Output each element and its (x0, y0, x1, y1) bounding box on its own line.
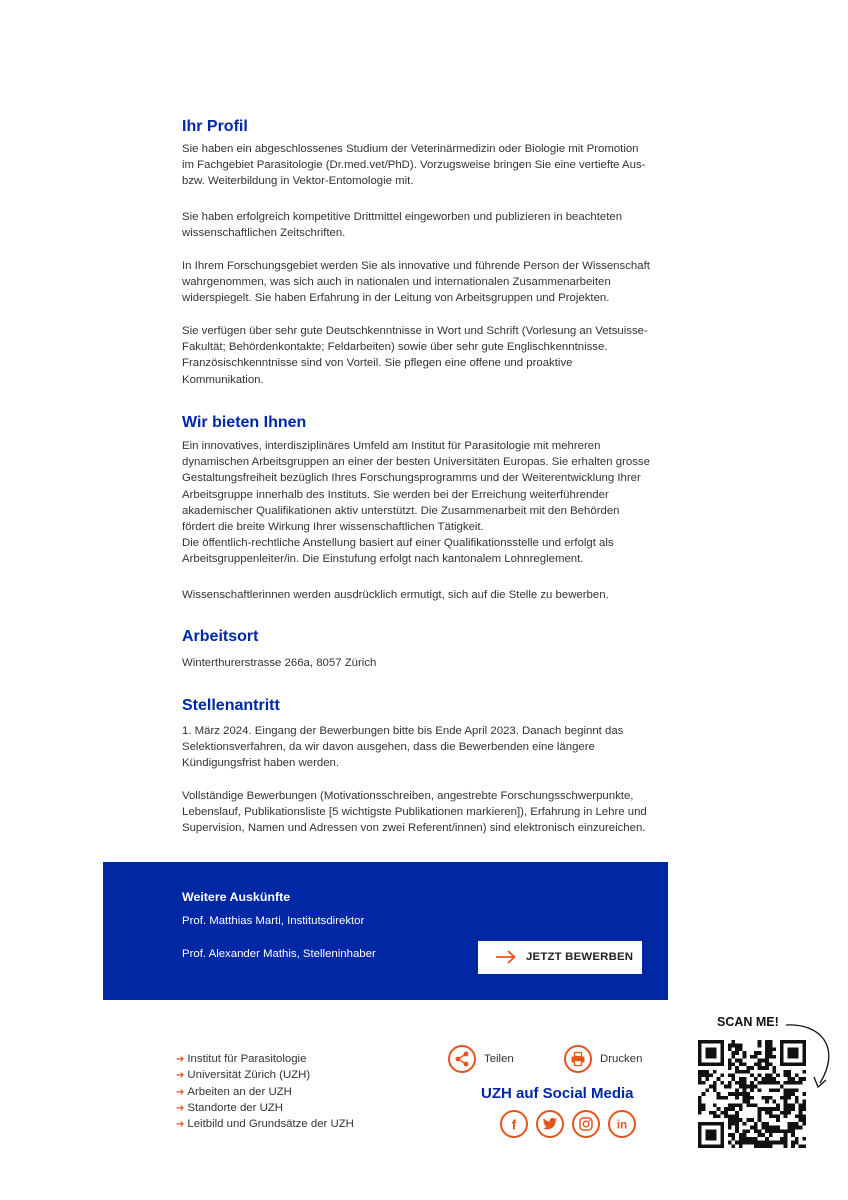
social-media-icons (500, 1110, 644, 1138)
print-button[interactable] (564, 1044, 642, 1074)
facebook-icon[interactable] (500, 1110, 528, 1138)
offer-paragraph-1 (182, 438, 652, 568)
profile-paragraph-1 (182, 141, 652, 190)
share-label: Teilen (484, 1053, 514, 1065)
section-title-start: Stellenantritt (182, 697, 280, 714)
text-line: Arbeitsgruppe innerhalb des Instituts. Sie werden bei der Erreichung weiterführender (182, 488, 609, 501)
qr-code[interactable] (698, 1040, 806, 1148)
instagram-icon[interactable] (572, 1110, 600, 1138)
contact-title: Weitere Auskünfte (182, 890, 291, 904)
text-line: Fakultät; Behördenkontakte; Feldarbeiten) sowie über sehr gute Englischkenntnisse. (182, 341, 608, 354)
start-paragraph-1 (182, 723, 652, 772)
qr-caption: SCAN ME! (717, 1015, 779, 1029)
contact-person-2: Prof. Alexander Mathis, Stelleninhaber (182, 948, 376, 960)
text-line: Wissenschaftlerinnen werden ausdrücklich ermutigt, sich auf die Stelle zu bewerben. (182, 589, 609, 601)
start-paragraph-2 (182, 788, 652, 837)
text-line: Kommunikation. (182, 373, 264, 386)
text-line: widerspiegelt. Sie haben Erfahrung in der Leitung von Arbeitsgruppen und Projekten. (182, 292, 610, 305)
contact-panel (103, 862, 668, 1000)
apply-now-label: JETZT BEWERBEN (526, 951, 634, 963)
footer-link-jobs[interactable]: ➔ Arbeiten an der UZH (176, 1085, 292, 1098)
text-line: Die öffentlich-rechtliche Anstellung basiert auf einer Qualifikationsstelle und erfolgt als (182, 537, 614, 550)
text-line: In Ihrem Forschungsgebiet werden Sie als innovative und führende Person der Wissenschaft (182, 260, 650, 272)
footer-link-uzh[interactable]: ➔ Universität Zürich (UZH) (176, 1069, 311, 1082)
arrow-icon: ➔ (176, 1102, 185, 1114)
text-line: Ein innovatives, interdisziplinäres Umfeld am Institut für Parasitologie mit mehreren (182, 440, 601, 452)
footer-link-institute[interactable]: ➔ Institut für Parasitologie (176, 1053, 307, 1065)
text-line: Französischkenntnisse sind von Vorteil. Sie pflegen eine offene und proaktive (182, 357, 573, 370)
text-line: Gestaltungsfreiheit bezüglich Ihres Forschungsprogramms und der Weiterentwicklung Ihrer (182, 472, 641, 485)
text-line: Selektionsverfahren, da wir davon ausgehen, dass die Bewerbenden eine längere (182, 741, 595, 754)
text-line: 1. März 2024. Eingang der Bewerbungen bitte bis Ende April 2023. Danach beginnt das (182, 725, 624, 737)
text-line: Supervision, Namen und Adressen von zwei Referent/innen) sind elektronisch einzureichen. (182, 822, 646, 835)
footer-link-locations[interactable]: ➔ Standorte der UZH (176, 1101, 283, 1114)
printer-icon (564, 1045, 592, 1073)
social-media-title: UZH auf Social Media (481, 1085, 634, 1102)
text-line: Lebenslauf, Publikationsliste [5 wichtigste Publikationen markieren]), Erfahrung in Lehre und (182, 806, 647, 819)
text-line: wahrgenommen, was sich auch in nationalen und internationalen Zusammenarbeiten (182, 276, 611, 289)
text-line: Arbeitsgruppenleiter/in. Die Einstufung erfolgt nach kantonalem Lohnreglement. (182, 553, 584, 566)
section-title-location: Arbeitsort (182, 628, 259, 645)
print-label: Drucken (600, 1053, 643, 1065)
arrow-right-icon (496, 950, 516, 964)
text-line: dynamischen Arbeitsgruppen an einer der besten Universitäten Europas. Sie erhalten grosse (182, 456, 650, 469)
arrow-icon: ➔ (176, 1054, 185, 1065)
text-line: Kündigungsfrist haben werden. (182, 757, 340, 770)
profile-paragraph-3 (182, 258, 652, 307)
arrow-icon: ➔ (176, 1086, 185, 1098)
profile-paragraph-4 (182, 323, 652, 388)
contact-person-1: Prof. Matthias Marti, Institutsdirektor (182, 915, 365, 927)
arrow-icon: ➔ (176, 1070, 185, 1082)
text-line: bzw. Weiterbildung in Vektor-Entomologie mit. (182, 175, 414, 188)
text-line: fördert die breite Wirkung Ihrer wissenschaftlichen Tätigkeit. (182, 521, 484, 534)
text-line: Sie haben erfolgreich kompetitive Drittmittel eingeworben und publizieren in beachteten (182, 211, 623, 223)
svg-text:in: in (616, 1119, 628, 1131)
footer-link-mission[interactable]: ➔ Leitbild und Grundsätze der UZH (176, 1118, 354, 1131)
svg-text:f: f (511, 1117, 517, 1131)
section-title-offer: Wir bieten Ihnen (182, 414, 307, 431)
apply-now-button[interactable] (478, 941, 642, 974)
arrow-icon: ➔ (176, 1119, 185, 1131)
profile-paragraph-2 (182, 209, 652, 241)
offer-paragraph-2 (182, 587, 652, 603)
text-line: akademischer Qualifikationen aktiv unterstützt. Die Zusammenarbeit mit den Behörden (182, 504, 620, 517)
share-button[interactable] (448, 1044, 514, 1074)
text-line: im Fachgebiet Parasitologie (Dr.med.vet/PhD). Vorzugsweise bringen Sie eine vertiefte Aus- (182, 159, 646, 172)
location-address: Winterthurerstrasse 266a, 8057 Zürich (182, 657, 377, 669)
text-line: Vollständige Bewerbungen (Motivationsschreiben, angestrebte Forschungsschwerpunkte, (182, 790, 634, 802)
text-line: wissenschaftlichen Zeitschriften. (182, 227, 346, 240)
linkedin-icon[interactable] (608, 1110, 636, 1138)
footer-link-list (176, 1053, 354, 1134)
section-title-profile: Ihr Profil (182, 118, 248, 135)
text-line: Sie verfügen über sehr gute Deutschkenntnisse in Wort und Schrift (Vorlesung an Vetsuisse- (182, 325, 648, 337)
text-line: Sie haben ein abgeschlossenes Studium der Veterinärmedizin oder Biologie mit Promotion (182, 143, 639, 155)
twitter-icon[interactable] (536, 1110, 564, 1138)
share-icon (448, 1045, 476, 1073)
